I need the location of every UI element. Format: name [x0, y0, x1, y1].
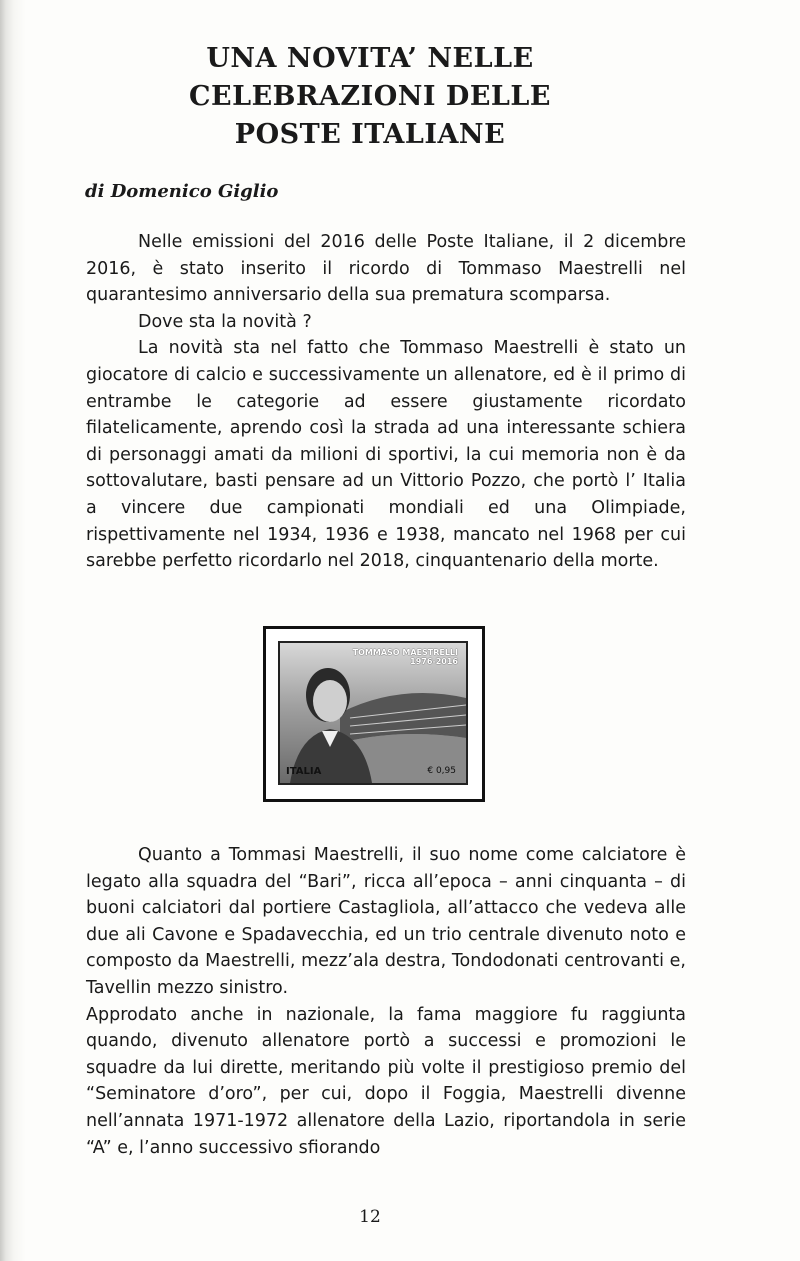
title-line: CELEBRAZIONI DELLE	[189, 81, 551, 112]
title-line: POSTE ITALIANE	[234, 119, 506, 150]
article-title	[0, 40, 740, 154]
body-text-upper	[86, 229, 686, 575]
page-number: 12	[359, 1207, 381, 1227]
title-line: UNA NOVITA’ NELLE	[206, 43, 534, 74]
paragraph: Approdato anche in nazionale, la fama maggiore fu raggiunta quando, divenuto allenatore portò a successi e promozioni le squadre da lui dirette, meritando più volte il prestigioso premio del “Seminatore d’oro”, per cui, dopo il Foggia, Maestrelli divenne nell’annata 1971-1972 allenatore della Lazio, riportandola in serie “A” e, l’anno successivo sfiorando	[86, 1004, 686, 1158]
stamp-country: ITALIA	[286, 766, 322, 777]
paragraph: Dove sta la novità ?	[138, 311, 312, 332]
stamp-value: € 0,95	[427, 766, 456, 776]
author-byline: di Domenico Giglio	[85, 181, 279, 202]
paragraph: Nelle emissioni del 2016 delle Poste Italiane, il 2 dicembre 2016, è stato inserito il ricordo di Tommaso Maestrelli nel quarantesimo anniversario della sua prematura scomparsa.	[86, 232, 686, 306]
scan-edge-shadow	[0, 0, 26, 1261]
stamp-artwork	[278, 641, 468, 785]
stamp-title: TOMMASO MAESTRELLI 1976-2016	[352, 648, 458, 666]
body-text-lower	[86, 842, 686, 1161]
stamp-image	[263, 626, 485, 802]
paragraph: La novità sta nel fatto che Tommaso Maestrelli è stato un giocatore di calcio e successivamente un allenatore, ed è il primo di entrambe le categorie ad essere giustamente ricordato filatelicamente, aprendo così la strada ad una interessante schiera di personaggi amati da milioni di sportivi, la cui memoria non è da sottovalutare, basti pensare ad un Vittorio Pozzo, che portò l’ Italia a vincere due campionati mondiali ed una Olimpiade, rispettivamente nel 1934, 1936 e 1938, mancato nel 1968 per cui sarebbe perfetto ricordarlo nel 2018, cinquantenario della morte.	[86, 338, 686, 572]
paragraph: Quanto a Tommasi Maestrelli, il suo nome come calciatore è legato alla squadra del “Bari”, ricca all’epoca – anni cinquanta – di buoni calciatori dal portiere Castagliola, all’attacco che vedeva alle due ali Cavone e Spadavecchia, ed un trio centrale divenuto noto e composto da Maestrelli, mezz’ala destra, Tondodonati centrovanti e, Tavellin mezzo sinistro.	[86, 845, 686, 998]
